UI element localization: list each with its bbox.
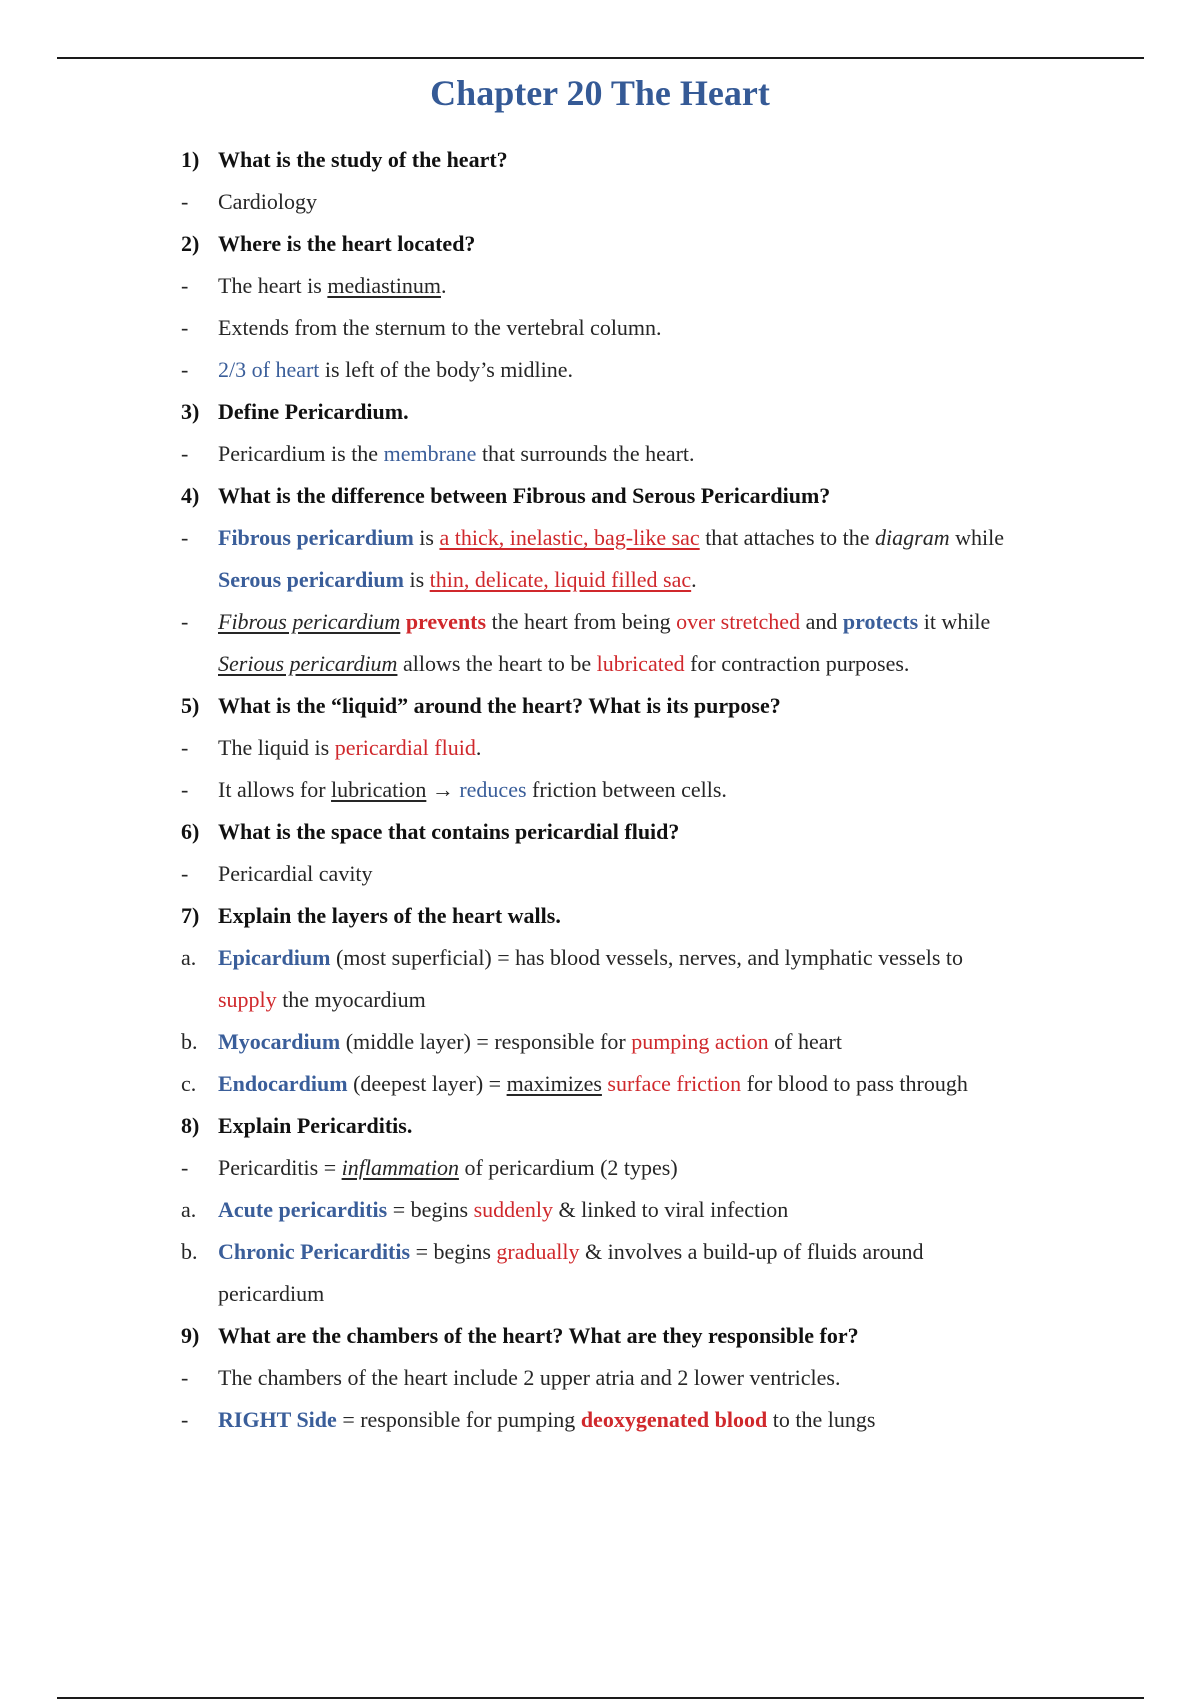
answer-text: Pericardial cavity [218, 861, 373, 886]
question-number: 4) [181, 483, 200, 508]
answer-text: RIGHT Side = responsible for pumping deoxygenated blood to the lungs [218, 1407, 876, 1432]
dash-bullet: - [181, 1155, 189, 1180]
letter-marker: b. [181, 1029, 198, 1054]
answer-7a [181, 937, 1101, 979]
letter-marker: b. [181, 1239, 198, 1264]
answer-4b [181, 601, 1101, 643]
question-text: What is the difference between Fibrous and Serous Pericardium? [218, 483, 831, 508]
answer-9a [181, 1357, 1101, 1399]
answer-text: Myocardium (middle layer) = responsible for pumping action of heart [218, 1029, 842, 1054]
answer-4b-continued [181, 643, 1101, 685]
question-6 [181, 811, 1101, 853]
letter-marker: a. [181, 945, 197, 970]
question-text: What is the study of the heart? [218, 147, 508, 172]
answer-text: 2/3 of heart is left of the body’s midline. [218, 357, 573, 382]
answer-3 [181, 433, 1101, 475]
question-number: 3) [181, 399, 200, 424]
answer-text: The chambers of the heart include 2 upper atria and 2 lower ventricles. [218, 1365, 841, 1390]
question-number: 2) [181, 231, 200, 256]
dash-bullet: - [181, 189, 189, 214]
answer-4a [181, 517, 1101, 559]
answer-8b [181, 1231, 1101, 1273]
question-4 [181, 475, 1101, 517]
question-number: 1) [181, 147, 200, 172]
question-text: What are the chambers of the heart? What are they responsible for? [218, 1323, 859, 1348]
answer-text: Pericardium is the membrane that surrounds the heart. [218, 441, 695, 466]
answer-text: Endocardium (deepest layer) = maximizes surface friction for blood to pass through [218, 1071, 968, 1096]
answer-2a [181, 265, 1101, 307]
dash-bullet: - [181, 777, 189, 802]
document-body [181, 139, 1101, 1441]
answer-8b-continued [181, 1273, 1101, 1315]
answer-text: Pericarditis = inflammation of pericardium (2 types) [218, 1155, 678, 1180]
dash-bullet: - [181, 861, 189, 886]
answer-1 [181, 181, 1101, 223]
question-5 [181, 685, 1101, 727]
dash-bullet: - [181, 273, 189, 298]
letter-marker: a. [181, 1197, 197, 1222]
question-text: Define Pericardium. [218, 399, 409, 424]
bottom-rule [57, 1697, 1144, 1699]
letter-marker: c. [181, 1071, 197, 1096]
question-1 [181, 139, 1101, 181]
question-9 [181, 1315, 1101, 1357]
dash-bullet: - [181, 1365, 189, 1390]
answer-text: Extends from the sternum to the vertebral column. [218, 315, 662, 340]
question-3 [181, 391, 1101, 433]
question-text: Explain Pericarditis. [218, 1113, 413, 1138]
answer-8 [181, 1147, 1101, 1189]
answer-text: Acute pericarditis = begins suddenly & linked to viral infection [218, 1197, 789, 1222]
answer-2c [181, 349, 1101, 391]
question-text: Where is the heart located? [218, 231, 476, 256]
dash-bullet: - [181, 315, 189, 340]
answer-2b [181, 307, 1101, 349]
answer-5b [181, 769, 1101, 811]
answer-7c [181, 1063, 1101, 1105]
dash-bullet: - [181, 1407, 189, 1432]
question-number: 8) [181, 1113, 200, 1138]
dash-bullet: - [181, 525, 189, 550]
answer-9b [181, 1399, 1101, 1441]
question-8 [181, 1105, 1101, 1147]
answer-text: Chronic Pericarditis = begins gradually & involves a build-up of fluids around [218, 1239, 924, 1264]
answer-text: It allows for lubrication → reduces friction between cells. [218, 777, 727, 802]
dash-bullet: - [181, 357, 189, 382]
answer-8a [181, 1189, 1101, 1231]
answer-text: supply the myocardium [218, 987, 426, 1012]
answer-text: Epicardium (most superficial) = has blood vessels, nerves, and lymphatic vessels to [218, 945, 964, 970]
dash-bullet: - [181, 609, 189, 634]
question-number: 9) [181, 1323, 200, 1348]
question-2 [181, 223, 1101, 265]
dash-bullet: - [181, 735, 189, 760]
page-title: Chapter 20 The Heart [430, 73, 770, 113]
answer-text: Fibrous pericardium prevents the heart from being over stretched and protects it while [218, 609, 991, 634]
answer-text: Serious pericardium allows the heart to be lubricated for contraction purposes. [218, 651, 910, 676]
top-rule [57, 57, 1144, 59]
dash-bullet: - [181, 441, 189, 466]
answer-text: pericardium [218, 1281, 325, 1306]
question-number: 7) [181, 903, 200, 928]
answer-5a [181, 727, 1101, 769]
answer-text: The liquid is pericardial fluid. [218, 735, 482, 760]
answer-text: Cardiology [218, 189, 317, 214]
question-number: 6) [181, 819, 200, 844]
answer-7a-continued [181, 979, 1101, 1021]
answer-7b [181, 1021, 1101, 1063]
question-7 [181, 895, 1101, 937]
answer-text: Fibrous pericardium is a thick, inelastic, bag-like sac that attaches to the diagram while [218, 525, 1004, 550]
answer-6 [181, 853, 1101, 895]
answer-4a-continued [181, 559, 1101, 601]
arrow-right-icon: → [426, 777, 460, 802]
question-number: 5) [181, 693, 200, 718]
question-text: What is the space that contains pericardial fluid? [218, 819, 680, 844]
question-text: Explain the layers of the heart walls. [218, 903, 561, 928]
question-text: What is the “liquid” around the heart? What is its purpose? [218, 693, 781, 718]
answer-text: The heart is mediastinum. [218, 273, 447, 298]
answer-text: Serous pericardium is thin, delicate, liquid filled sac. [218, 567, 697, 592]
